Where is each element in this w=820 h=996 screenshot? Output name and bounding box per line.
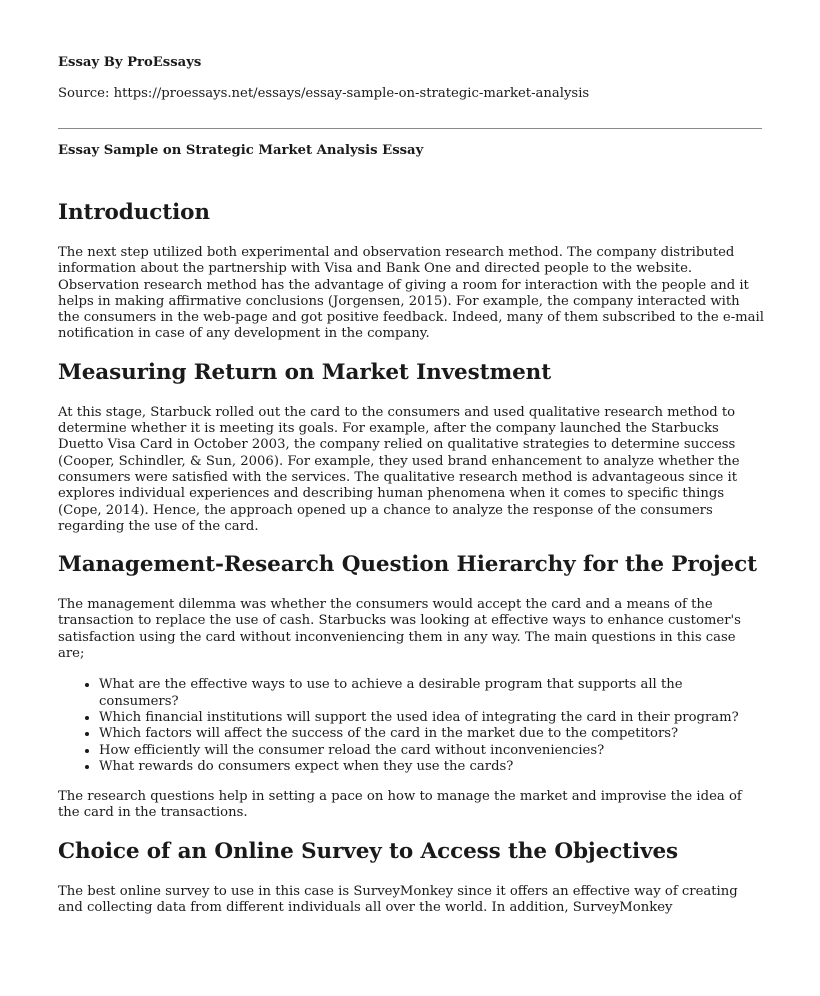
author-line: Essay By ProEssays (58, 55, 202, 70)
divider (58, 128, 762, 129)
essay-body (58, 198, 764, 931)
section-heading: Measuring Return on Market Investment (58, 359, 552, 385)
section-heading: Introduction (58, 200, 210, 225)
paragraph: The management dilemma was whether the consumers would accept the card and a means of the transaction to replace the use of cash. Starbucks was looking at effective ways to enhance customer's satisfaction using the card without inconveniencing them in any way. The main questions in this case are; (58, 597, 741, 662)
list-item: • How efficiently will the consumer reload the card without inconveniencies? (99, 743, 764, 759)
section-measuring-return (58, 358, 764, 535)
section-heading: Management-Research Question Hierarchy for the Project (58, 552, 757, 578)
section-introduction (58, 198, 764, 343)
list-item: • What are the effective ways to use to achieve a desirable program that supports all the consumers? (99, 677, 764, 710)
list-item: • Which factors will affect the success of the card in the market due to the competitors? (99, 726, 764, 742)
list-item: • What rewards do consumers expect when they use the cards? (99, 759, 764, 775)
document-title: Essay Sample on Strategic Market Analysis Essay (58, 143, 424, 158)
source-line: Source: https://proessays.net/essays/essay-sample-on-strategic-market-analysis (58, 86, 590, 101)
section-question-hierarchy (58, 550, 764, 822)
paragraph: The next step utilized both experimental and observation research method. The company distributed information about the partnership with Visa and Bank One and directed people to the website. Observation research method has the advantage of giving a room for interaction with the people and it helps in making affirmative conclusions (Jorgensen, 2015). For example, the company interacted with the consumers in the web-page and got positive feedback. Indeed, many of them subscribed to the e-mail notification in case of any development in the company. (58, 245, 764, 342)
section-heading: Choice of an Online Survey to Access the Objectives (58, 838, 679, 864)
section-online-survey (58, 837, 764, 917)
paragraph: The best online survey to use in this case is SurveyMonkey since it offers an effective way of creating and collecting data from different individuals all over the world. In addition, SurveyMonkey (58, 883, 738, 916)
question-list (58, 677, 764, 775)
paragraph: At this stage, Starbuck rolled out the card to the consumers and used qualitative research method to determine whether it is meeting its goals. For example, after the company launched the Starbucks Duetto Visa Card in October 2003, the company relied on qualitative strategies to determine success (Cooper, Schindler, & Sun, 2006). For example, they used brand enhancement to analyze whether the consumers were satisfied with the services. The qualitative research method is advantageous since it explores individual experiences and describing human phenomena when it comes to specific things (Cope, 2014). Hence, the approach opened up a chance to analyze the response of the consumers regarding the use of the card. (58, 404, 740, 534)
paragraph: The research questions help in setting a pace on how to manage the market and improvise the idea of the card in the transactions. (58, 789, 742, 821)
list-item: • Which financial institutions will support the used idea of integrating the card in their program? (99, 710, 764, 726)
